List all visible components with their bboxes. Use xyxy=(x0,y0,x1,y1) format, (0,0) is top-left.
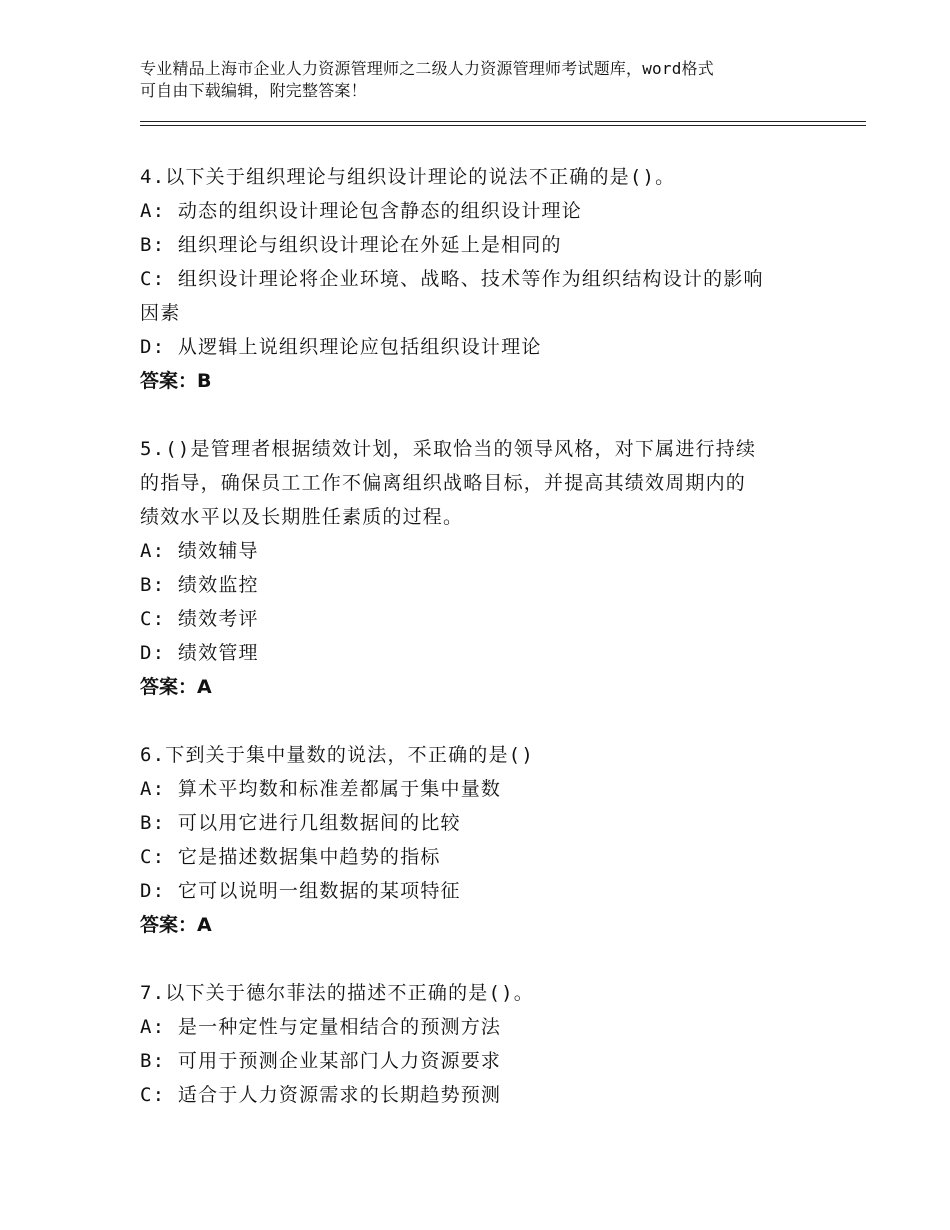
answer-option: C: 它是描述数据集中趋势的指标 xyxy=(140,846,441,868)
answer-key: 答案：A xyxy=(140,914,212,936)
question-stem: 4.以下关于组织理论与组织设计理论的说法不正确的是()。 xyxy=(140,166,676,188)
header-line-2: 可自由下载编辑，附完整答案！ xyxy=(140,81,367,100)
question-stem: 的指导，确保员工工作不偏离组织战略目标，并提高其绩效周期内的 xyxy=(140,472,747,494)
answer-option: C: 组织设计理论将企业环境、战略、技术等作为组织结构设计的影响 xyxy=(140,268,764,290)
answer-option: A: 动态的组织设计理论包含静态的组织设计理论 xyxy=(140,200,582,222)
answer-option: A: 算术平均数和标准差都属于集中量数 xyxy=(140,778,502,800)
question-block xyxy=(140,976,820,1112)
answer-option: D: 从逻辑上说组织理论应包括组织设计理论 xyxy=(140,336,542,358)
answer-option: D: 它可以说明一组数据的某项特征 xyxy=(140,880,461,902)
question-block xyxy=(140,738,820,942)
header-rule-bottom xyxy=(140,125,866,126)
answer-option: C: 绩效考评 xyxy=(140,608,259,630)
question-list xyxy=(140,160,820,1146)
answer-option: C: 适合于人力资源需求的长期趋势预测 xyxy=(140,1084,502,1106)
answer-option: D: 绩效管理 xyxy=(140,642,259,664)
answer-option: B: 可用于预测企业某部门人力资源要求 xyxy=(140,1050,502,1072)
question-stem: 绩效水平以及长期胜任素质的过程。 xyxy=(140,506,464,528)
header-rule-top xyxy=(140,121,866,122)
answer-option: B: 可以用它进行几组数据间的比较 xyxy=(140,812,461,834)
question-stem: 5.()是管理者根据绩效计划，采取恰当的领导风格，对下属进行持续 xyxy=(140,438,757,460)
answer-option: A: 是一种定性与定量相结合的预测方法 xyxy=(140,1016,502,1038)
question-block xyxy=(140,160,820,398)
question-stem: 6.下到关于集中量数的说法，不正确的是() xyxy=(140,744,534,766)
answer-option: 因素 xyxy=(140,302,181,324)
document-header xyxy=(140,58,820,102)
answer-option: A: 绩效辅导 xyxy=(140,540,259,562)
header-line-1: 专业精品上海市企业人力资源管理师之二级人力资源管理师考试题库，word格式 xyxy=(140,59,714,78)
answer-key: 答案：A xyxy=(140,676,212,698)
question-block xyxy=(140,432,820,704)
answer-key: 答案：B xyxy=(140,370,212,392)
question-stem: 7.以下关于德尔菲法的描述不正确的是()。 xyxy=(140,982,534,1004)
answer-option: B: 组织理论与组织设计理论在外延上是相同的 xyxy=(140,234,562,256)
answer-option: B: 绩效监控 xyxy=(140,574,259,596)
